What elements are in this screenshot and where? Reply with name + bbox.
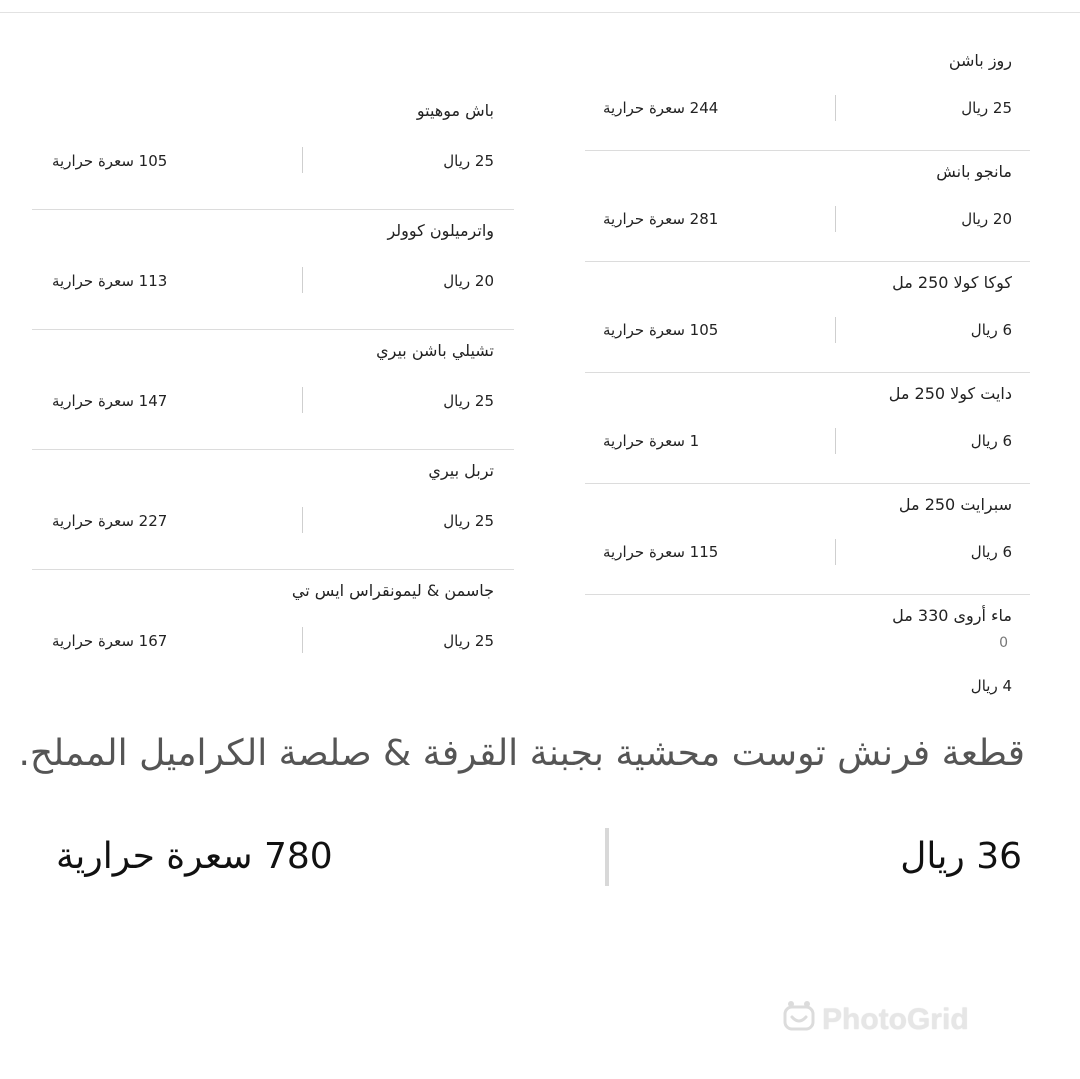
item-price: 25 ريال bbox=[443, 512, 494, 530]
feature-separator bbox=[605, 828, 609, 886]
item-calories: 115 سعرة حرارية bbox=[603, 543, 719, 561]
item-name: مانجو بانش bbox=[936, 162, 1012, 181]
price-separator bbox=[302, 267, 303, 293]
menu-item bbox=[32, 570, 514, 689]
menu-item bbox=[32, 210, 514, 330]
item-price: 25 ريال bbox=[961, 99, 1012, 117]
item-calories: 0 bbox=[999, 635, 1008, 651]
price-separator bbox=[835, 539, 836, 565]
price-separator bbox=[302, 507, 303, 533]
item-name: روز باشن bbox=[948, 51, 1012, 70]
item-price: 25 ريال bbox=[443, 392, 494, 410]
menu-item bbox=[585, 40, 1030, 151]
item-calories: 227 سعرة حرارية bbox=[52, 512, 168, 530]
item-price: 6 ريال bbox=[970, 543, 1012, 561]
smile-bag-icon bbox=[782, 999, 816, 1041]
menu-item bbox=[585, 373, 1030, 484]
menu-item bbox=[585, 151, 1030, 262]
menu-item bbox=[585, 262, 1030, 373]
price-separator bbox=[835, 317, 836, 343]
item-price: 25 ريال bbox=[443, 152, 494, 170]
item-price: 6 ريال bbox=[970, 432, 1012, 450]
price-separator bbox=[835, 428, 836, 454]
item-calories: 113 سعرة حرارية bbox=[52, 272, 168, 290]
price-separator bbox=[302, 627, 303, 653]
item-name: دايت كولا 250 مل bbox=[888, 384, 1012, 403]
menu-item-water bbox=[585, 595, 1030, 715]
item-calories: 147 سعرة حرارية bbox=[52, 392, 168, 410]
item-name: جاسمن & ليمونقراس ايس تي bbox=[291, 581, 494, 600]
menu-column-right bbox=[585, 40, 1030, 715]
menu-item bbox=[32, 90, 514, 210]
price-separator bbox=[302, 387, 303, 413]
menu-item bbox=[585, 484, 1030, 595]
item-name: تشيلي باشن بيري bbox=[376, 341, 494, 360]
item-price: 6 ريال bbox=[970, 321, 1012, 339]
price-separator bbox=[302, 147, 303, 173]
item-calories: 1 سعرة حرارية bbox=[603, 432, 700, 450]
item-name: كوكا كولا 250 مل bbox=[892, 273, 1012, 292]
item-name: ماء أروى 330 مل bbox=[892, 606, 1012, 625]
item-calories: 244 سعرة حرارية bbox=[603, 99, 719, 117]
item-calories: 281 سعرة حرارية bbox=[603, 210, 719, 228]
item-price: 25 ريال bbox=[443, 632, 494, 650]
menu-item bbox=[32, 330, 514, 450]
item-name: باش موهيتو bbox=[416, 101, 494, 120]
item-price: 20 ريال bbox=[443, 272, 494, 290]
menu-item bbox=[32, 450, 514, 570]
price-separator bbox=[835, 95, 836, 121]
feature-title: قطعة فرنش توست محشية بجبنة القرفة & صلصة الكراميل المملح. bbox=[18, 733, 1025, 774]
watermark-text: PhotoGrid bbox=[822, 1003, 969, 1036]
price-separator bbox=[835, 206, 836, 232]
feature-price: 36 ريال bbox=[900, 836, 1022, 877]
photogrid-watermark bbox=[782, 1000, 982, 1040]
item-name: واترميلون كوولر bbox=[387, 221, 494, 240]
top-divider bbox=[0, 12, 1080, 13]
item-calories: 167 سعرة حرارية bbox=[52, 632, 168, 650]
item-name: تربل بيري bbox=[428, 461, 494, 480]
item-name: سبرايت 250 مل bbox=[898, 495, 1012, 514]
item-calories: 105 سعرة حرارية bbox=[52, 152, 168, 170]
feature-calories: 780 سعرة حرارية bbox=[56, 836, 333, 877]
item-price: 20 ريال bbox=[961, 210, 1012, 228]
item-price: 4 ريال bbox=[970, 677, 1012, 695]
item-calories: 105 سعرة حرارية bbox=[603, 321, 719, 339]
menu-column-left bbox=[32, 90, 514, 689]
